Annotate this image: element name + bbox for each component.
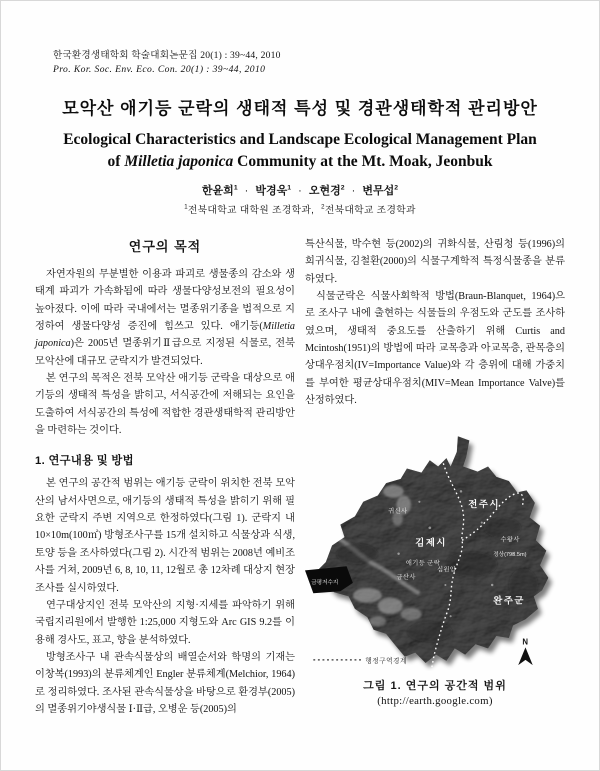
affiliation: $^1$전북대학교 대학원 조경학과, — [184, 204, 315, 216]
section-heading-purpose: 연구의 목적 — [128, 239, 202, 254]
author-separator: · — [244, 185, 249, 197]
paragraph: 특산식물, 박수현 등(2002)의 귀화식물, 산림청 등(1996)의 희귀식물, 김철환(2000)의 식물구계학적 특정식물종을 분류하였다. — [305, 239, 565, 285]
paragraph: 방형조사구 내 관속식물상의 배열순서와 학명의 기재는 이창복(1993)의 분류체계인 Engler 분류체계(Melchior, 1964)로 정리하였다. 조사된 관속식물상을 바탕으로 환경부(2005)의 멸종위기야생식물 Ⅰ·Ⅱ급, 오병운 등(2005)의 — [35, 651, 295, 715]
author-separator: · — [351, 185, 356, 197]
author-name: 변무섭$^2$ — [362, 184, 399, 197]
map-terrain — [305, 429, 559, 670]
map-legend — [313, 656, 407, 665]
map-label-reservoir: 금평저수지 — [311, 580, 339, 587]
affiliation: $^2$전북대학교 조경학과 — [321, 204, 416, 216]
author-name: 한윤희$^1$ — [201, 184, 238, 197]
paper-title-english: Ecological Characteristics and Landscape Ecological Management Plan of Milletia japonica Community at the Mt. Moak, Jeonbuk — [63, 131, 537, 170]
figure-caption-title: 그림 1. 연구의 공간적 범위 — [363, 679, 507, 692]
map-label-community: 애기등 군락 — [405, 560, 441, 568]
map-label-guisinsa: 귀신사 — [388, 508, 408, 516]
paragraph: 식물군락은 식물사회학적 방법(Braun-Blanquet, 1964)으로 조사구 내에 출현하는 식물들의 우점도와 군도를 조사하였으며, 생태적 중요도를 산출하기 위해 Curtis and Mcintosh(1951)의 방법에 따라 교목층과 아교목층, 관목층의 상대우점치(IV=Importance Value)와 각 층위에 대해 가중치를 부여한 평균상대우점치(MIV=Mean Importance Valve)를 산정하였다. — [305, 291, 565, 407]
journal-header — [53, 47, 599, 75]
svg-text:N: N — [522, 637, 528, 647]
section-heading-methods: 1. 연구내용 및 방법 — [35, 455, 134, 468]
study-area-map — [305, 429, 565, 670]
author-name: 오현경$^2$ — [308, 184, 345, 197]
paragraph: 연구대상지인 전북 모악산의 지형·지세를 파악하기 위해 국립지리원에서 발행한 1:25,000 지형도와 Arc GIS 9.2를 이용해 경사도, 표고, 향을 분석하였다. — [35, 599, 295, 646]
map-label-summit: 정상(793.5m) — [493, 552, 527, 559]
map-label-simwonam: 심원암 — [437, 566, 457, 574]
journal-title-english: Pro. Kor. Soc. Env. Eco. Con. 20(1) : 39~44, 2010 — [53, 64, 266, 75]
paragraph: 본 연구의 공간적 범위는 애기등 군락이 위치한 전북 모악산의 남서사면으로, 애기등의 생태적 특성을 밝히기 위해 필요한 군락지 주변 지역으로 한정하였다(그림 1). 군락지 내 10×10m(100㎡) 방형조사구를 15개 설치하고 식물상과 식생, 토양 등을 조사하였다(그림 2). 시간적 범위는 2008년 예비조사를 거쳐, 2009년 6, 8, 10, 11, 12월로 총 12차례 대상지 현장조사를 실시하였다. — [35, 478, 295, 594]
legend-label: 행정구역경계 — [365, 658, 407, 666]
paper-title-korean: 모악산 애기등 군락의 생태적 특성 및 경관생태학적 관리방안 — [62, 99, 538, 118]
map-label-suwangsa: 수왕사 — [500, 536, 520, 544]
map-label-jeonju: 전주시 — [468, 499, 501, 510]
two-column-body — [35, 236, 565, 718]
map-label-gimje: 김제시 — [415, 537, 448, 548]
paragraph: 자연자원의 무분별한 이용과 파괴로 생물종의 감소와 생태계 파괴가 가속화됨에 따라 생물다양성보전의 필요성이 높아졌다. 이에 따라 국내에서는 멸종위기종을 법적으로 지정하여 생물다양성 증진에 힘쓰고 있다. 애기등(Milletia japonica)은 2005년 멸종위기Ⅱ급으로 지정된 식물로, 전북 모악산에 대규모 군락지가 발견되었다. — [35, 269, 295, 367]
affiliations-line — [1, 202, 599, 216]
paragraph: 본 연구의 목적은 전북 모악산 애기등 군락을 대상으로 애기등의 생태적 특성을 밝히고, 서식공간에 저해되는 요인을 도출하여 서식공간의 특성에 적합한 경관생태학적 관리방안을 마련하는 것이다. — [35, 373, 295, 437]
map-label-geumsansa: 금산사 — [396, 574, 416, 582]
authors-line — [1, 182, 599, 198]
author-name: 박경욱$^1$ — [255, 184, 292, 197]
figure-caption — [305, 677, 565, 707]
north-arrow-icon — [518, 638, 533, 666]
figure-study-area — [305, 429, 565, 706]
journal-title-korean: 한국환경생태학회 학술대회논문집 20(1) : 39~44, 2010 — [53, 50, 281, 61]
author-separator: · — [298, 185, 302, 197]
right-column — [305, 236, 565, 718]
map-label-wanju: 완주군 — [493, 596, 526, 607]
figure-caption-source: (http://earth.google.com) — [377, 694, 493, 707]
left-column — [35, 236, 295, 718]
